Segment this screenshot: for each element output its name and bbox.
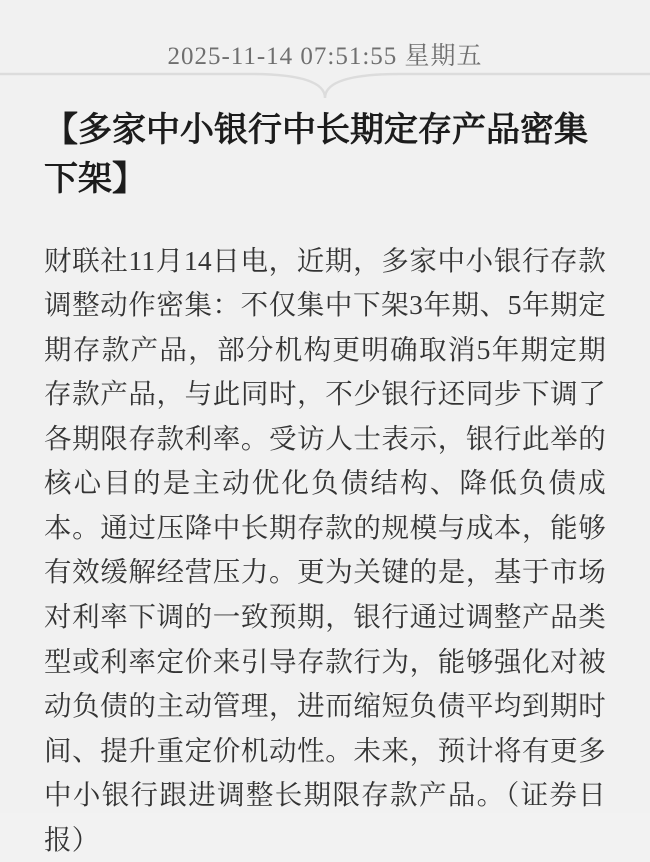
article-body <box>0 106 650 862</box>
divider-swoosh-icon <box>0 72 650 102</box>
article-paragraph: 财联社11月14日电，近期，多家中小银行存款调整动作密集：不仅集中下架3年期、5年期定期存款产品，部分机构更明确取消5年期定期存款产品，与此同时，不少银行还同步下调了各期限存款利率。受访人士表示，银行此举的核心目的是主动优化负债结构、降低负债成本。通过压降中长期存款的规模与成本，能够有效缓解经营压力。更为关键的是，基于市场对利率下调的一致预期，银行通过调整产品类型或利率定价来引导存款行为，能够强化对被动负债的主动管理，进而缩短负债平均到期时间、提升重定价机动性。未来，预计将有更多中小银行跟进调整长期限存款产品。（证券日报） <box>44 244 606 855</box>
timestamp-text: 2025-11-14 07:51:55 星期五 <box>167 43 483 70</box>
timestamp-bar <box>0 0 650 92</box>
page-title: 【多家中小银行中长期定存产品密集下架】 <box>44 112 588 199</box>
